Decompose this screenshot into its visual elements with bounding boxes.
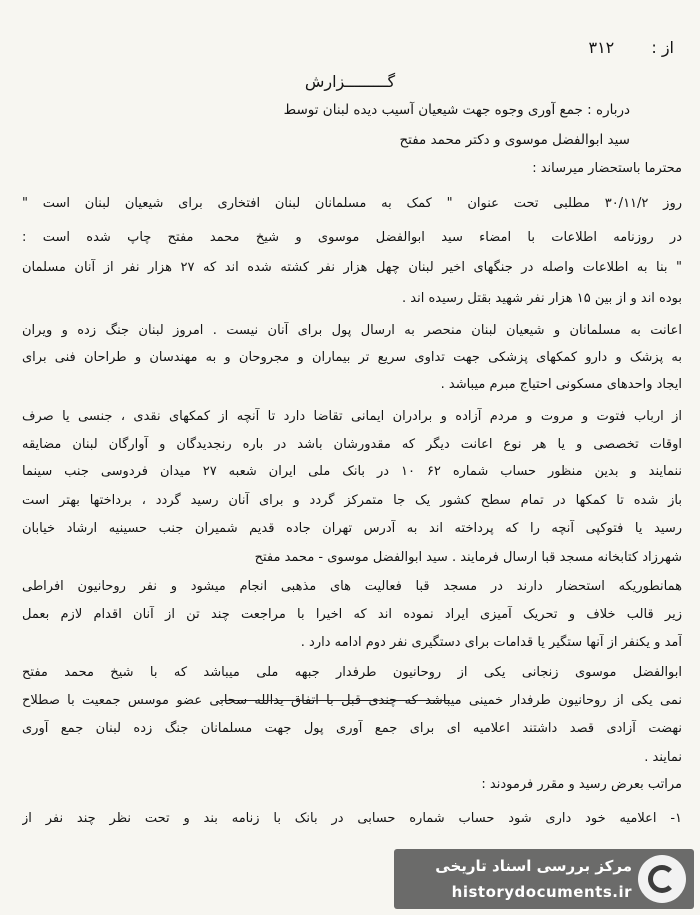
body-line: ابوالفضل موسوی زنجانی یکی از روحانیون طرفدار جبهه ملی میباشد که با شیخ محمد مفتح — [22, 665, 682, 680]
watermark-url: historydocuments.ir — [451, 883, 632, 901]
body-line: اوقات تخصصی و یا هر نوع اعانت دیگر که مقدورشان باشد در باره رنجدیدگان و آوارگان لبنان مضایقه — [22, 437, 682, 452]
body-line: شهرزاد کتابخانه مسجد قبا ارسال فرمایند . سید ابوالفضل موسوی - محمد مفتح — [254, 550, 682, 565]
body-line: نمی یکی از روحانیون طرفدار خمینی میباشد که چندی قبل با اتفاق یدالله سحابی عضو موسس جمعیت با صطلاح — [22, 693, 682, 708]
body-line: بوده اند و از بین ۱۵ هزار نفر شهید بقتل رسیده اند . — [402, 291, 682, 306]
body-line: ننمایند و بدین منظور حساب شماره ۶۲ ۱۰ در بانک ملی ایران شعبه ۲۷ میدان فردوسی جنب سینما — [22, 464, 682, 479]
body-line: از ارباب فتوت و مروت و مردم آزاده و برادران ایمانی تقاضا دارد تا آنچه از کمکهای نقدی ، جنسی یا صرف — [22, 409, 682, 424]
document-number — [588, 38, 674, 57]
underline-mark — [220, 700, 450, 701]
body-line: روز ۳۰/۱۱/۲ مطلبی تحت عنوان " کمک به مسلمانان لبنان افتخاری برای شیعیان لبنان است " — [22, 196, 682, 211]
history-documents-logo-icon — [638, 855, 686, 903]
document-number-label: از : — [651, 38, 674, 57]
report-title: گـــــــــزارش — [304, 72, 396, 91]
document-number-value: ۳۱۲ — [588, 38, 615, 57]
body-line: باز شده تا کمکها در تمام سطح کشور یک جا متمرکز گردد و برای آنان رسید گردد ، برداختها بهتر است — [22, 493, 682, 508]
body-line: " بنا به اطلاعات واصله در جنگهای اخیر لبنان چهل هزار نفر کشته شده اند که ۲۷ هزار نفر از آنان مسلمان — [22, 260, 682, 275]
body-line: آمد و یکنفر از آنها ستگیر یا قدامات برای دستگیری نفر دوم ادامه دارد . — [300, 635, 682, 650]
body-line: در روزنامه اطلاعات با امضاء سید ابوالفضل موسوی و شیخ محمد مفتح چاپ شده است : — [22, 230, 682, 245]
body-line: زیر قالب خلاف و تحریک آمیزی ایراد نموده اند که اخیرا با مراجعت چند تن از آنان اقدام لازم بعمل — [22, 607, 682, 622]
body-line: محترما باستحضار میرساند : — [532, 161, 682, 176]
subject-line-1: درباره : جمع آوری وجوه جهت شیعیان آسیب دیده لبنان توسط — [283, 102, 630, 118]
body-line: همانطوریکه استحضار دارند در مسجد قبا فعالیت های مذهبی انجام میشود و نفر روحانیون افراطی — [22, 579, 682, 594]
body-line: به پزشک و دارو کمکهای پزشکی جهت تداوی سریع تر بیماران و مجروحان و به مهندسان و طراحان فنی برای — [22, 350, 682, 365]
body-line: مراتب بعرض رسید و مقرر فرمودند : — [481, 777, 682, 792]
body-line: ایجاد واحدهای مسکونی احتیاج مبرم میباشد . — [440, 377, 682, 392]
subject-line-2: سید ابوالفضل موسوی و دکتر محمد مفتح — [399, 132, 630, 148]
body-line: رسید یا فتوکپی آنچه را که پرداخته اند به آدرس تهران جاده قدیم شمیران جنب حسینیه ارشاد خیابان — [22, 521, 682, 536]
archive-watermark — [394, 849, 694, 909]
body-line: نهضت آزادی قصد داشتند اعلامیه ای برای جمع آوری پول جهت مسلمانان جنگ زده لبنان جمع آوری — [22, 721, 682, 736]
body-line: اعانت به مسلمانان و شیعیان لبنان منحصر به ارسال پول برای آنان نیست . امروز لبنان جنگ زده و ویران — [22, 323, 682, 338]
body-line: ۱- اعلامیه خود داری شود حساب شماره حسابی در بانک با زنامه بند و تحت نظر چند نفر از — [22, 811, 682, 826]
body-line: نمایند . — [644, 750, 682, 765]
watermark-text: مرکز بررسی اسناد تاریخی — [435, 857, 632, 875]
